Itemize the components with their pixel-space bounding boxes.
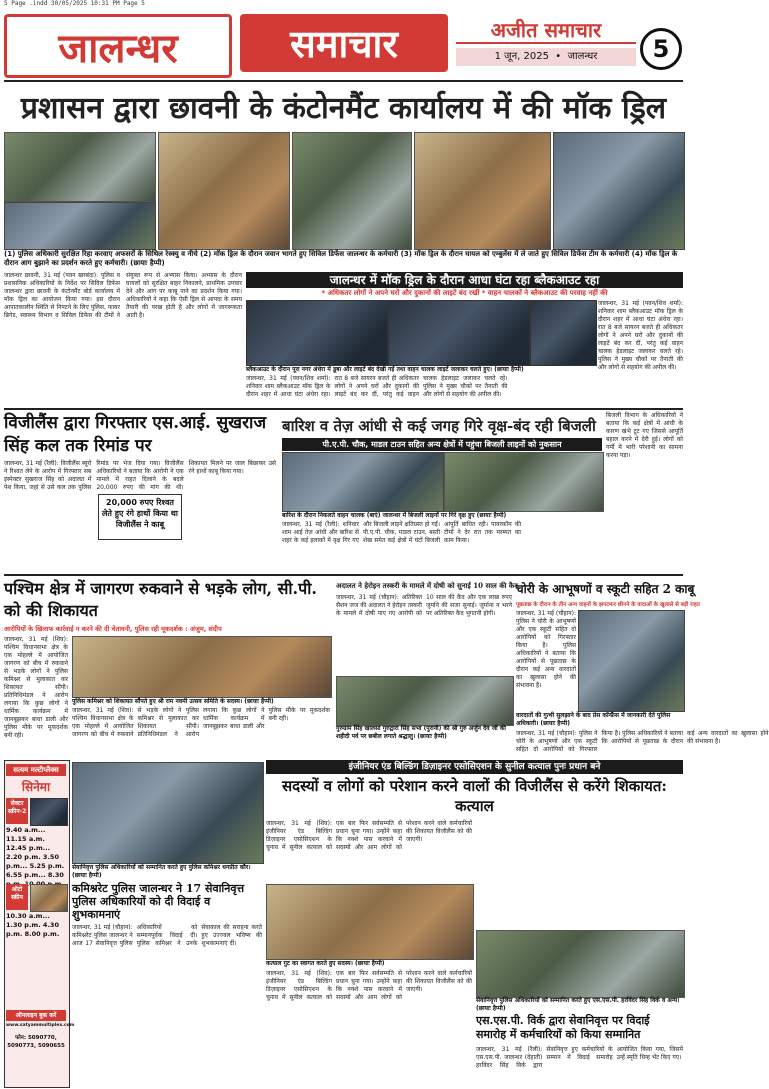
storm-body: जालन्धर, 31 मई (रैली): शनिवार शाम आई तेज़ आंधी और बारिश से शहर के कई इलाकों में वृक्ष गिर गए और बिजली लाइनें क्षतिग्रस्त हो गईं। पी.ए.पी. चौक, माडल टाउन, बस्ती शेख समेत कई क्षेत्रों में घंटों बिजली आपूर्ति बाधित रही। पावरकॉम की टीमों ने देर रात तक मरम्मत का काम किया।	[282, 521, 521, 544]
screen1-times: 9.40 a.m... 11.15 a.m. 12.45 p.m... 2.20 p.m. 3.50 p.m... 5.25 p.m. 6.55 p.m... 8.30	[6, 826, 65, 879]
lead-headline: प्रशासन द्वारा छावनी के कंटोनमैंट कार्यालय में की मॉक ड्रिल	[20, 91, 667, 126]
cantt-photo	[72, 762, 264, 864]
cinema-booking: ऑनलाइन बुक करें	[6, 1010, 66, 1021]
vigilance-headline: विजीलैंस द्वारा गिरफ्तार एस.आई. सुखराज सिंह कल तक रिमांड पर	[4, 413, 267, 456]
blackout-photo-1	[246, 300, 388, 366]
theft-body-2: जालन्धर, 31 मई (चौहान): पुलिस ने चोरी के आभूषणों और एक स्कूटी सहित दो आरोपियों को गिरफ्तार किया है। पुलिस अधिकारियों ने बताया कि आरोपियों से पूछताछ के दौरान कई अन्य वारदातों का खुलासा होने की संभावना है।	[516, 730, 769, 753]
west-body-2: जालन्धर, 31 मई (शिव): पश्चिम विधानसभा क्षेत्र के एक मोहल्ले में आयोजित जागरण को बीच में रुकवाने से भड़के लोगों ने पुलिस कमिश्नर से मुलाकात कर शिकायत सौंपी। प्रतिनिधिमंडल ने आरोप लगाया कि कुछ लोगों ने धार्मिक कार्यक्रम में जानबूझकर बाधा डाली और पुलिस मौके पर मूकदर्शक बनी रही।	[72, 707, 330, 738]
lead-photo-3	[158, 132, 290, 250]
drug-photo	[336, 676, 514, 726]
city: जालन्धर	[567, 51, 598, 62]
vigilance-body: जालन्धर, 31 मई (रैली): विजीलैंस ब्यूरो ने रिश्वत लेने के आरोप में गिरफ्तार सब इंस्पेक्टर सुखराज सिंह को अदालत में पेश किया, जहां से उसे कल तक पुलिस रिमांड पर भेज दिया गया। विजीलैंस अधिकारियों ने बताया कि आरोपी ने एक मामले में राहत दिलाने के बदले 20,000 रुपए की मांग की थी। शिकायत मिलने पर जाल बिछाकर उसे रंगे हाथों काबू किया गया।	[4, 460, 276, 491]
cinema-label: सत्यम मल्टीप्लैक्स	[6, 764, 66, 776]
divider	[4, 574, 683, 576]
blackout-photo-2	[388, 300, 530, 366]
masthead-left: जालन्धर	[4, 14, 232, 78]
drug-caption: गुरुग्राम सिंह खालसा गुरुद्वारा सिंह सभा (पुरानी) की श्री गुरु अर्जुन देव जी की शहीदी पर्व पर छबील लगाते श्रद्धालु। (छायाः हैप्पी)	[336, 725, 506, 740]
paper-name: अजीत समाचार	[456, 16, 636, 44]
ssp-caption: सेवानिवृत्त पुलिस अधिकारियों को सम्मानित करते हुए एस.एस.पी. हरविंदर सिंह विर्क व अन्य। (छायाः हैप्पी)	[476, 997, 680, 1012]
screen1-badge: सेक्टर स्क्रीन-2	[6, 798, 28, 824]
cantt-body: जालन्धर, 31 मई (चौहान): कमिश्नरेट पुलिस जालन्धर ने आज 17 सेवानिवृत्त पुलिस अधिकारियों को सम्मानपूर्वक विदाई दी। पुलिस कमिश्नर ने उनके सेवाकाल की सराहना करते हुए उज्ज्वल भविष्य की शुभकामनाएं दीं।	[72, 924, 262, 947]
lead-photo-6	[553, 132, 685, 250]
masthead-right: समाचार	[240, 14, 448, 72]
west-photo	[72, 636, 332, 698]
cinema-title: सिनेमा	[21, 780, 51, 794]
ssp-headline: एस.एस.पी. विर्क द्वारा सेवानिवृत्त पर विदाई समारोह में कर्मचारियों को किया सम्मानित	[476, 1014, 650, 1041]
blackout-subtitle: * अधिकतर लोगों ने अपने घरों और दुकानों की लाइटें बंद रखीं * वाहन चालकों ने ब्लैकआउट की परवाह नहीं की	[321, 289, 608, 297]
lead-caption	[4, 250, 683, 269]
vigilance-box: 20,000 रुपए रिश्वत लेते हुए रंगे हाथों किया था विजीलैंस ने काबू	[98, 494, 182, 540]
screen1-poster	[30, 798, 68, 826]
storm-photo-1	[282, 452, 444, 512]
page-number: 5	[640, 28, 682, 70]
theft-photo	[578, 610, 685, 712]
theft-subhead: पूछताछ के दौरान के तीन अन्य वाहनों के झपटमार छीनने के वादाओं के खुलासे से बड़ी राहत	[516, 602, 700, 608]
engineer-headline-1: इंजीनियर एंड बिल्डिंग डिज़ाइनर एसोसिएशन के सुनील कत्याल पुनः प्रधान बने	[266, 760, 683, 774]
divider	[4, 408, 683, 410]
theft-body: जालन्धर, 31 मई (चौहान): पुलिस ने चोरी के आभूषणों और एक स्कूटी सहित दो आरोपियों को गिरफ्तार किया है। पुलिस अधिकारियों ने बताया कि आरोपियों से पूछताछ के दौरान कई अन्य वारदातों का खुलासा होने की संभावना है।	[516, 610, 576, 689]
lead-caption-text: (1) पुलिस अधिकारी सुरक्षित रिहा करवाए अफसरों के सिथिल रेस्क्यु व नीचे (2) मॉक ड्रिल के दौरान जवान भागते हुए सिविल डिफेंस जालन्धर के कर्मचारी (3) मॉक ड्रिल के दौरान घायल को एम्बुलेंस में ले जाते हुए सिविल डिफेंस टीम के कर्मचारी (4) मॉक ड्रिल के दौरान आग बुझाने का प्रदर्शन करते हुए कर्मचारी।	[4, 250, 678, 267]
lead-body: जालन्धर छावनी, 31 मई (पवन खरबंदा): पुलिस व प्रशासनिक अधिकारियों के निर्देश पर सिविल डिफेंस जालन्धर द्वारा छावनी के कंटोनमैंट बोर्ड कार्यालय में मॉक ड्रिल का आयोजन किया गया। इस दौरान आपातकालीन स्थिति से निपटने के लिए पुलिस, फायर ब्रिगेड, स्वास्थ्य विभाग व सिविल डिफेंस की टीमों ने संयुक्त रूप से अभ्यास किया। अभ्यास के दौरान घायलों को सुरक्षित बाहर निकालने, प्राथमिक उपचार देने और आग पर काबू पाने का प्रदर्शन किया गया। अधिकारियों ने कहा कि ऐसी ड्रिल से आपदा के समय तैयारी की परख होती है और लोगों में जागरूकता आती है।	[4, 272, 242, 319]
screen2-times: 10.30 a.m... 1.30 p.m. 4.30 p.m. 8.00 p.m.	[6, 912, 60, 938]
dateline: 1 जून, 2025 • जालन्धर	[456, 48, 636, 66]
drug-body: जालन्धर, 31 मई (चौहान): अतिरिक्त सैशन जज की अदालत ने हेरोइन तस्करी के मामले में दोषी पाए गए आरोपी को 10 साल की कैद और एक लाख रुपए जुर्माने की सजा सुनाई। जुर्माना न भरने पर अतिरिक्त कैद भुगतनी होगी।	[336, 594, 512, 617]
lead-photo-4	[292, 132, 412, 250]
west-subhead: आरोपियों के खिलाफ कार्रवाई न करने की दी चेतावनी, पुलिस रही मूकदर्शक : अंजुम, संदीप	[4, 625, 222, 633]
west-headline: पश्चिम क्षेत्र में जागरण रुकवाने से भड़के लोग, सी.पी. को की शिकायत	[4, 579, 317, 620]
blackout-side-body: जालन्धर, 31 मई (पवन/शिव शर्मा): शनिवार शाम ब्लैकआउट मॉक ड्रिल के दौरान शहर में आधा घंटा अंधेरा रहा। रात 8 बजे सायरन बजते ही अधिकतर लोगों ने अपने घरों और दुकानों की लाइटें बंद कर दीं, परंतु कई वाहन चालक हेडलाइट जलाकर चलते रहे। पुलिस ने मुख्य चौकों पर तैनाती की और लोगों से सहयोग की अपील की।	[598, 300, 683, 371]
lead-photo-5	[414, 132, 551, 250]
lead-credit: (छायाः हैप्पी)	[130, 259, 165, 267]
screen2-poster	[30, 884, 68, 912]
engineer-body: जालन्धर, 31 मई (शिव): इंजीनियर एंड बिल्डिंग डिज़ाइनर एसोसिएशन के चुनाव में सुनील कत्याल को एक बार फिर सर्वसम्मति से प्रधान चुना गया। उन्होंने कहा कि नक्शे पास करवाने में सदस्यों और आम लोगों को परेशान करने वाले कर्मचारियों की शिकायत विजीलैंस को की जाएगी।	[266, 820, 472, 851]
lead-photo-2	[4, 202, 156, 250]
cantt-headline: कमिश्नरेट पुलिस जालन्धर ने 17 सेवानिवृत्त पुलिस अधिकारियों को दी विदाई व शुभकामनाएं	[72, 882, 245, 921]
lead-photo-1	[4, 132, 156, 202]
engineer-body-2: जालन्धर, 31 मई (शिव): इंजीनियर एंड बिल्डिंग डिज़ाइनर एसोसिएशन के चुनाव में सुनील कत्याल को एक बार फिर सर्वसम्मति से प्रधान चुना गया। उन्होंने कहा कि नक्शे पास करवाने में सदस्यों और आम लोगों को परेशान करने वाले कर्मचारियों की शिकायत विजीलैंस को की जाएगी।	[266, 970, 472, 1001]
storm-headline: बारिश व तेज़ आंधी से कई जगह गिरे वृक्ष-बंद रही बिजली	[282, 417, 596, 435]
cinema-site: www.satyammultiplex.com	[6, 1023, 75, 1028]
theft-caption: वारदातों की गुत्थी सुलझाने के बाद प्रेस कॉन्फ्रैंस में जानकारी देते पुलिस अधिकारी। (छायाः हैप्पी)	[516, 712, 671, 727]
storm-caption: बारिश के दौरान निकलते वाहन चालक (बाएं) जालन्धर में बिजली लाइनों पर गिरे वृक्ष हुए (छायाः हैप्पी)	[282, 512, 507, 519]
blackout-body: जालन्धर, 31 मई (पवन/शिव शर्मा): शनिवार शाम ब्लैकआउट मॉक ड्रिल के दौरान शहर में आधा घंटा अंधेरा रहा। रात 8 बजे सायरन बजते ही अधिकतर लोगों ने अपने घरों और दुकानों की लाइटें बंद कर दीं, परंतु कई वाहन चालक हेडलाइट जलाकर चलते रहे। पुलिस ने मुख्य चौकों पर तैनाती की और लोगों से सहयोग की अपील की।	[246, 375, 508, 398]
drug-headline: अदालत ने हेरोइन तस्करी के मामले में दोषी को सुनाई 10 साल की कैद	[336, 581, 518, 590]
cantt-caption: सेवानिवृत्त पुलिस अधिकारियों को सम्मानित करते हुए पुलिस कमिश्नर धनप्रीत कौर। (छायाः हैप्पी)	[72, 864, 251, 879]
engineer-photo	[266, 884, 474, 960]
blackout-caption: ब्लैकआउट के दौरान पूरा नगर अंधेरा में डूबा और लाइटें बंद देखी गईं तथा वाहन चालक लाइटें जलाकर चलते हुए। (छायाः हैप्पी)	[246, 366, 524, 373]
right-column-body: बिजली विभाग के अधिकारियों ने बताया कि कई क्षेत्रों में आंधी के कारण खंभे टूट गए जिससे आपूर्ति बहाल करने में देरी हुई। लोगों को गर्मी में भारी परेशानी का सामना करना पड़ा।	[606, 412, 683, 459]
print-slug: 5 Page .indd 30/05/2025 10:31 PM Page 5	[4, 0, 145, 7]
date: 1 जून, 2025	[494, 51, 549, 62]
storm-photo-2	[444, 452, 604, 512]
engineer-headline-2: सदस्यों व लोगों को परेशान करने वालों की विजीलैंस से करेंगे शिकायत: कत्याल	[282, 777, 667, 815]
theft-headline: चोरी के आभूषणों व स्कूटी सहित 2 काबू	[516, 582, 695, 596]
ssp-photo	[476, 930, 685, 998]
blackout-title: जालन्धर में मॉक ड्रिल के दौरान आधा घंटा रहा ब्लैकआउट रहा	[246, 272, 683, 288]
ssp-body: जालन्धर, 31 मई (रैली): एस.एस.पी. जालन्धर (देहाती) हरविंदर सिंह विर्क द्वारा सेवानिवृत्त हुए कर्मचारियों के सम्मान में विदाई समारोह आयोजित किया गया, जिसमें उन्हें स्मृति चिन्ह भेंट किए गए।	[476, 1046, 683, 1069]
cinema-phone: फोन: 5090770, 5090773, 5090655	[7, 1035, 65, 1049]
blackout-photo-3	[530, 300, 597, 366]
screen2-badge: ऑटो स्क्रीन	[6, 884, 28, 910]
storm-subhead: पी.ए.पी. चौक, माडल टाउन सहित अन्य क्षेत्रों में पहुंचा बिजली लाइनों को नुकसान	[282, 438, 602, 451]
west-caption: पुलिस कमिश्नर को शिकायत सौंपते हुए श्री राम नवमी उत्सव समिति के सदस्य। (छायाः हैप्पी)	[72, 698, 274, 705]
west-body: जालन्धर, 31 मई (शिव): पश्चिम विधानसभा क्षेत्र के एक मोहल्ले में आयोजित जागरण को बीच में रुकवाने से भड़के लोगों ने पुलिस कमिश्नर से मुलाकात कर शिकायत सौंपी। प्रतिनिधिमंडल ने आरोप लगाया कि कुछ लोगों ने धार्मिक कार्यक्रम में जानबूझकर बाधा डाली और पुलिस मौके पर मूकदर्शक बनी रही।	[4, 636, 68, 739]
engineer-caption: कत्याल गुट का स्वागत करते हुए सदस्य। (छायाः हैप्पी)	[266, 960, 385, 967]
